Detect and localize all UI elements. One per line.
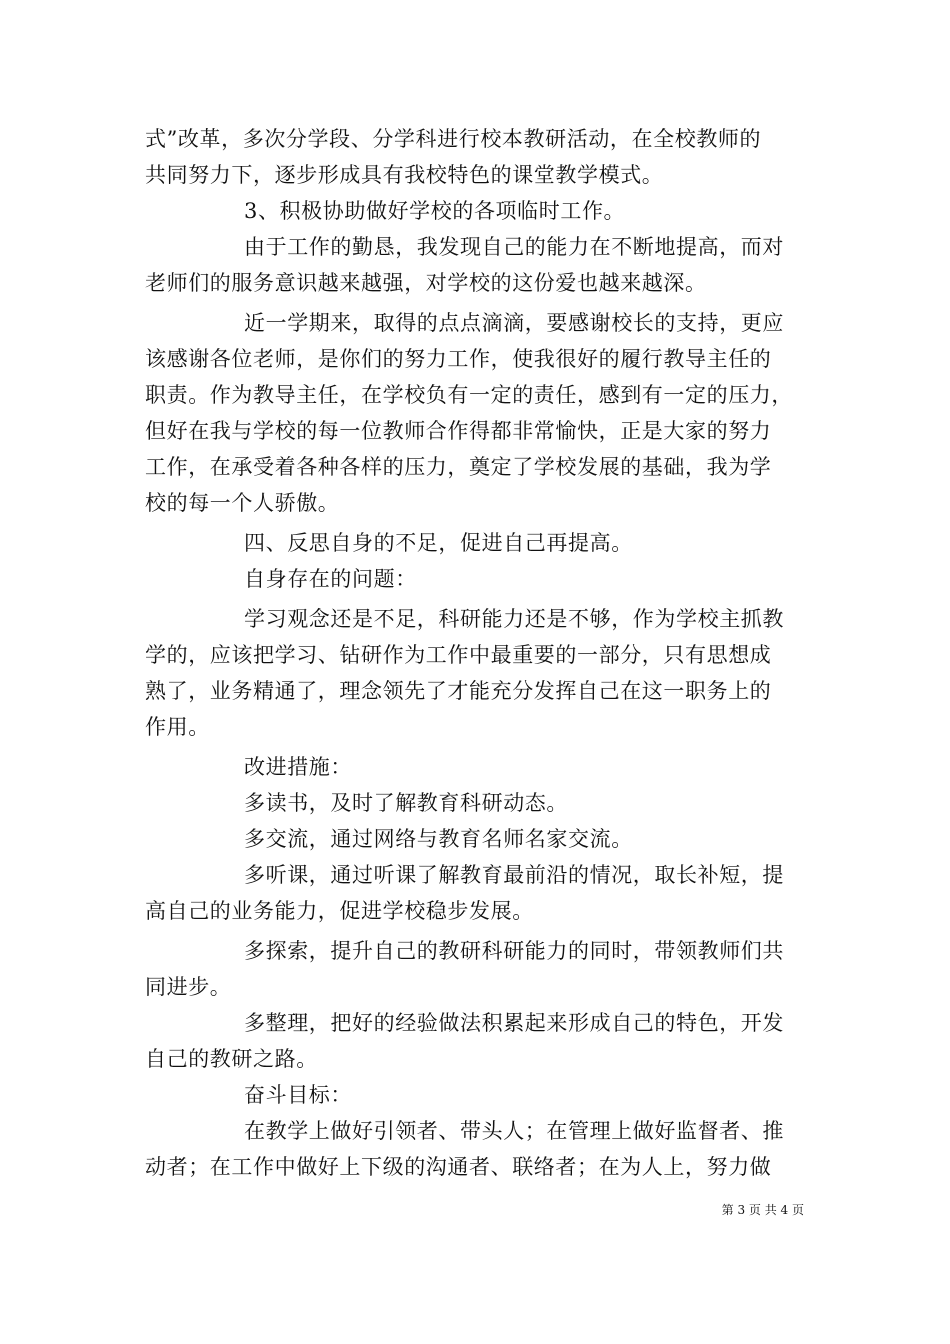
paragraph-line: 高自己的业务能力，促进学校稳步发展。 bbox=[145, 899, 534, 923]
paragraph-line: 共同努力下，逐步形成具有我校特色的课堂教学模式。 bbox=[145, 163, 664, 187]
paragraph-line: 校的每一个人骄傲。 bbox=[145, 491, 340, 515]
list-item: 多交流，通过网络与教育名师名家交流。 bbox=[244, 827, 633, 851]
subheading: 自身存在的问题： bbox=[244, 567, 417, 591]
section-heading: 四、反思自身的不足，促进自己再提高。 bbox=[244, 531, 633, 555]
list-item: 多探索，提升自己的教研科研能力的同时，带领教师们共 bbox=[244, 939, 784, 963]
subheading: 奋斗目标： bbox=[244, 1083, 352, 1107]
paragraph-line: 式”改革，多次分学段、分学科进行校本教研活动，在全校教师的 bbox=[145, 127, 762, 151]
paragraph-line: 作用。 bbox=[145, 715, 210, 739]
paragraph-line: 3、积极协助做好学校的各项临时工作。 bbox=[244, 199, 626, 223]
paragraph-line: 但好在我与学校的每一位教师合作得都非常愉快，正是大家的努力 bbox=[145, 419, 772, 443]
paragraph-line: 学习观念还是不足，科研能力还是不够，作为学校主抓教 bbox=[244, 607, 784, 631]
paragraph-line: 动者；在工作中做好上下级的沟通者、联络者；在为人上，努力做 bbox=[145, 1155, 772, 1179]
paragraph-line: 工作，在承受着各种各样的压力，奠定了学校发展的基础，我为学 bbox=[145, 455, 772, 479]
paragraph-line: 自己的教研之路。 bbox=[145, 1047, 318, 1071]
paragraph-line: 学的，应该把学习、钻研作为工作中最重要的一部分，只有思想成 bbox=[145, 643, 772, 667]
paragraph-line: 老师们的服务意识越来越强，对学校的这份爱也越来越深。 bbox=[145, 271, 707, 295]
paragraph-line: 近一学期来，取得的点点滴滴，要感谢校长的支持，更应 bbox=[244, 311, 784, 335]
page-number: 第 3 页 共 4 页 bbox=[721, 1203, 804, 1217]
paragraph-line: 在教学上做好引领者、带头人；在管理上做好监督者、推 bbox=[244, 1119, 784, 1143]
paragraph-line: 同进步。 bbox=[145, 975, 232, 999]
paragraph-line: 由于工作的勤恳，我发现自己的能力在不断地提高，而对 bbox=[244, 235, 784, 259]
subheading: 改进措施： bbox=[244, 755, 352, 779]
list-item: 多整理，把好的经验做法积累起来形成自己的特色，开发 bbox=[244, 1011, 784, 1035]
paragraph-line: 该感谢各位老师，是你们的努力工作，使我很好的履行教导主任的 bbox=[145, 347, 772, 371]
paragraph-line: 职责。作为教导主任，在学校负有一定的责任，感到有一定的压力， bbox=[145, 383, 793, 407]
list-item: 多听课，通过听课了解教育最前沿的情况，取长补短，提 bbox=[244, 863, 784, 887]
list-item: 多读书，及时了解教育科研动态。 bbox=[244, 791, 568, 815]
paragraph-line: 熟了，业务精通了，理念领先了才能充分发挥自己在这一职务上的 bbox=[145, 679, 772, 703]
